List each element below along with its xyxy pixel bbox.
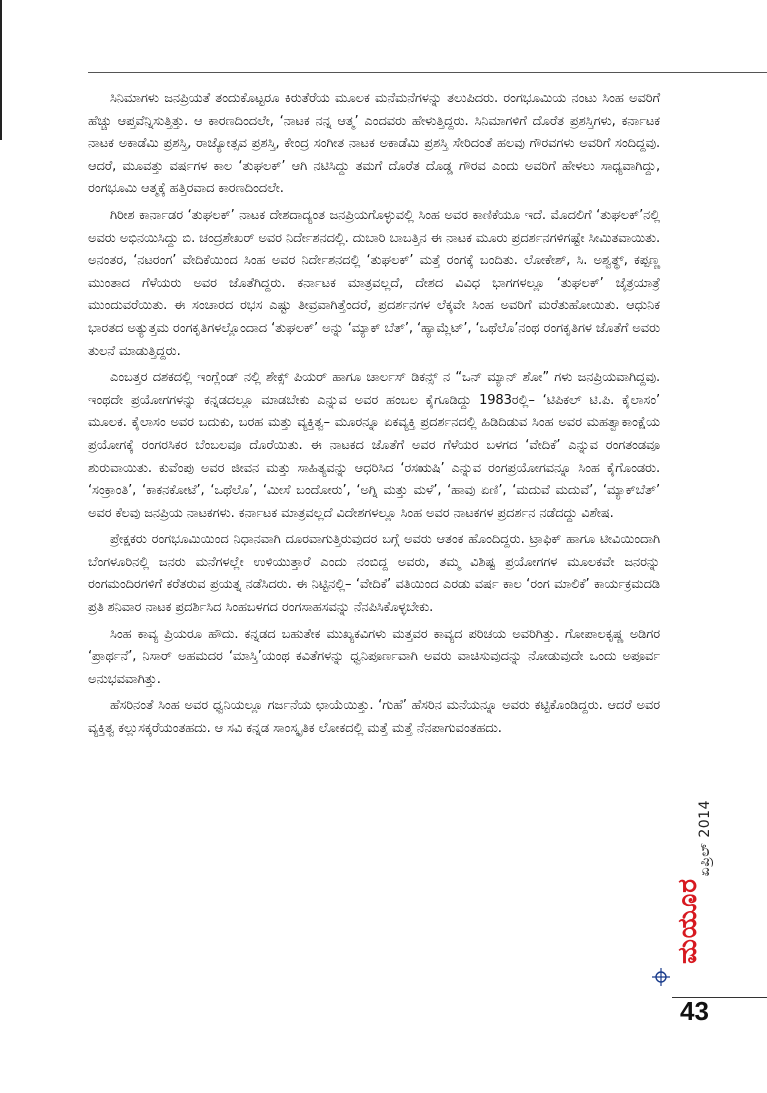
paragraph: ಹೆಸರಿನಂತೆ ಸಿಂಹ ಅವರ ಧ್ವನಿಯಲ್ಲೂ ಗರ್ಜನೆಯ ಛಾಯೆಯಿತ್ತು. ‘ಗುಹೆ’ ಹೆಸರಿನ ಮನೆಯನ್ನೂ ಅವರು ಕಟ್ಟಿಕೊಂಡಿದ್ದರು. ಆದರೆ ಅವರ ವ್ಯಕ್ತಿತ್ವ ಕಲ್ಲುಸಕ್ಕರೆಯಂತಹದು. ಆ ಸವಿ ಕನ್ನಡ ಸಾಂಸ್ಕೃತಿಕ ಲೋಕದಲ್ಲಿ ಮತ್ತೆ ಮತ್ತೆ ನೆನಪಾಗುವಂತಹದು. (88, 698, 660, 737)
paragraph: ಪ್ರೇಕ್ಷಕರು ರಂಗಭೂಮಿಯಿಂದ ನಿಧಾನವಾಗಿ ದೂರವಾಗುತ್ತಿರುವುದರ ಬಗ್ಗೆ ಅವರು ಆತಂಕ ಹೊಂದಿದ್ದರು. ಟ್ರಾಫಿಕ್ ಹಾಗೂ ಟೀವಿಯಿಂದಾಗಿ ಬೆಂಗಳೂರಿನಲ್ಲಿ ಜನರು ಮನೆಗಳಲ್ಲೇ ಉಳಿಯುತ್ತಾರೆ ಎಂದು ನಂಬಿದ್ದ ಅವರು, ತಮ್ಮ ವಿಶಿಷ್ಟ ಪ್ರಯೋಗಗಳ ಮೂಲಕವೇ ಜನರನ್ನು ರಂಗಮಂದಿರಗಳಿಗೆ ಕರೆತರುವ ಪ್ರಯತ್ನ ನಡೆಸಿದರು. ಈ ನಿಟ್ಟಿನಲ್ಲಿ– ‘ವೇದಿಕೆ’ ವತಿಯಿಂದ ಎರಡು ವರ್ಷ ಕಾಲ ‘ರಂಗ ಮಾಲಿಕೆ’ ಕಾರ್ಯಕ್ರಮದಡಿ ಪ್ರತಿ ಶನಿವಾರ ನಾಟಕ ಪ್ರದರ್ಶಿಸಿದ ಸಿಂಹಬಳಗದ ರಂಗಸಾಹಸವನ್ನು ನೆನಪಿಸಿಕೊಳ್ಳಬೇಕು. (88, 532, 660, 616)
header-rule (88, 72, 767, 73)
paragraph: ಸಿನಿಮಾಗಳು ಜನಪ್ರಿಯತೆ ತಂದುಕೊಟ್ಟರೂ ಕಿರುತೆರೆಯ ಮೂಲಕ ಮನೆಮನೆಗಳನ್ನು ತಲುಪಿದರು. ರಂಗಭೂಮಿಯ ನಂಟು ಸಿಂಹ ಅವರಿಗೆ ಹೆಚ್ಚು ಆಪ್ತವೆನ್ನಿಸುತ್ತಿತ್ತು. ಆ ಕಾರಣದಿಂದಲೇ, ‘ನಾಟಕ ನನ್ನ ಆತ್ಮ’ ಎಂದವರು ಹೇಳುತ್ತಿದ್ದರು. ಸಿನಿಮಾಗಳಿಗೆ ದೊರೆತ ಪ್ರಶಸ್ತಿಗಳು, ಕರ್ನಾಟಕ ನಾಟಕ ಅಕಾಡೆಮಿ ಪ್ರಶಸ್ತಿ, ರಾಜ್ಯೋತ್ಸವ ಪ್ರಶಸ್ತಿ, ಕೇಂದ್ರ ಸಂಗೀತ ನಾಟಕ ಅಕಾಡೆಮಿ ಪ್ರಶಸ್ತಿ ಸೇರಿದಂತೆ ಹಲವು ಗೌರವಗಳು ಅವರಿಗೆ ಸಂದಿದ್ದವು. ಆದರೆ, ಮೂವತ್ತು ವರ್ಷಗಳ ಕಾಲ ‘ತುಘಲಕ್’ ಆಗಿ ನಟಿಸಿದ್ದು ತಮಗೆ ದೊರೆತ ದೊಡ್ಡ ಗೌರವ ಎಂದು ಅವರಿಗೆ ಹೇಳಲು ಸಾಧ್ಯವಾಗಿದ್ದು, ರಂಗಭೂಮಿ ಆತ್ಮಕ್ಕೆ ಹತ್ತಿರವಾದ ಕಾರಣದಿಂದಲೇ. (88, 91, 660, 197)
registration-mark-icon (652, 968, 670, 986)
paragraph: ಎಂಬತ್ತರ ದಶಕದಲ್ಲಿ ಇಂಗ್ಲೆಂಡ್ ನಲ್ಲಿ ಶೇಕ್ಸ್ ಪಿಯರ್ ಹಾಗೂ ಚಾರ್ಲಸ್ ಡಿಕನ್ಸ್ ನ “ಒನ್ ಮ್ಯಾನ್ ಶೋ” ಗಳು ಜನಪ್ರಿಯವಾಗಿದ್ದವು. ಇಂಥದೇ ಪ್ರಯೋಗಗಳನ್ನು ಕನ್ನಡದಲ್ಲೂ ಮಾಡಬೇಕು ಎನ್ನುವ ಅವರ ಹಂಬಲ ಕೈಗೂಡಿದ್ದು 1983ರಲ್ಲಿ– ‘ಟಿಪಿಕಲ್ ಟಿ.ಪಿ. ಕೈಲಾಸಂ’ ಮೂಲಕ. ಕೈಲಾಸಂ ಅವರ ಬದುಕು, ಬರಹ ಮತ್ತು ವ್ಯಕ್ತಿತ್ವ– ಮೂರನ್ನೂ ಏಕವ್ಯಕ್ತಿ ಪ್ರದರ್ಶನದಲ್ಲಿ ಹಿಡಿದಿಡುವ ಸಿಂಹ ಅವರ ಮಹತ್ವಾಕಾಂಕ್ಷೆಯ ಪ್ರಯೋಗಕ್ಕೆ ರಂಗರಸಿಕರ ಬೆಂಬಲವೂ ದೊರೆಯಿತು. ಈ ನಾಟಕದ ಜೊತೆಗೆ ಅವರ ಗೆಳೆಯರ ಬಳಗದ ‘ವೇದಿಕೆ’ ಎನ್ನುವ ರಂಗತಂಡವೂ ಶುರುವಾಯಿತು. ಕುವೆಂಪು ಅವರ ಜೀವನ ಮತ್ತು ಸಾಹಿತ್ಯವನ್ನು ಆಧರಿಸಿದ ‘ರಸಋಷಿ’ ಎನ್ನುವ ರಂಗಪ್ರಯೋಗವನ್ನೂ ಸಿಂಹ ಕೈಗೊಂಡರು. ‘ಸಂಕ್ರಾಂತಿ’, ‘ಕಾಕನಕೋಟೆ’, ‘ಒಥೆಲೊ’, ‘ಮೀಸೆ ಬಂದೋರು’, ‘ಅಗ್ನಿ ಮತ್ತು ಮಳೆ’, ‘ಹಾವು ಏಣಿ’, ‘ಮದುವೆ ಮದುವೆ’, ‘ಮ್ಯಾಕ್‌ಬೆತ್’ ಅವರ ಕೆಲವು ಜನಪ್ರಿಯ ನಾಟಕಗಳು. ಕರ್ನಾಟಕ ಮಾತ್ರವಲ್ಲದೆ ವಿದೇಶಗಳಲ್ಲೂ ಸಿಂಹ ಅವರ ನಾಟಕಗಳ ಪ್ರದರ್ಶನ ನಡೆದದ್ದು ವಿಶೇಷ. (88, 370, 660, 521)
page-number: 43 (680, 996, 709, 1026)
issue-date: ಏಪ್ರಿಲ್ 2014 (697, 800, 713, 877)
crop-mark (0, 0, 2, 140)
paragraph: ಗಿರೀಶ ಕಾರ್ನಾಡರ ‘ತುಘಲಕ್’ ನಾಟಕ ದೇಶದಾದ್ಯಂತ ಜನಪ್ರಿಯಗೊಳ್ಳುವಲ್ಲಿ ಸಿಂಹ ಅವರ ಕಾಣಿಕೆಯೂ ಇದೆ. ಮೊದಲಿಗೆ ‘ತುಘಲಕ್’ನಲ್ಲಿ ಅವರು ಅಭಿನಯಿಸಿದ್ದು ಬಿ. ಚಂದ್ರಶೇಖರ್ ಅವರ ನಿರ್ದೇಶನದಲ್ಲಿ. ದುಬಾರಿ ಬಾಬತ್ತಿನ ಈ ನಾಟಕ ಮೂರು ಪ್ರದರ್ಶನಗಳಿಗಷ್ಟೇ ಸೀಮಿತವಾಯಿತು. ಅನಂತರ, ‘ನಟರಂಗ’ ವೇದಿಕೆಯಿಂದ ಸಿಂಹ ಅವರ ನಿರ್ದೇಶನದಲ್ಲಿ ‘ತುಘಲಕ್’ ಮತ್ತೆ ರಂಗಕ್ಕೆ ಬಂದಿತು. ಲೋಕೇಶ್, ಸಿ. ಅಶ್ವತ್ಥ್, ಕಪ್ಪಣ್ಣ ಮುಂತಾದ ಗೆಳೆಯರು ಅವರ ಜೊತೆಗಿದ್ದರು. ಕರ್ನಾಟಕ ಮಾತ್ರವಲ್ಲದೆ, ದೇಶದ ವಿವಿಧ ಭಾಗಗಳಲ್ಲೂ ‘ತುಘಲಕ್’ ಜೈತ್ರಯಾತ್ರೆ ಮುಂದುವರೆಯಿತು. ಈ ಸಂಚಾರದ ರಭಸ ಎಷ್ಟು ತೀವ್ರವಾಗಿತ್ತೆಂದರೆ, ಪ್ರದರ್ಶನಗಳ ಲೆಕ್ಕವೇ ಸಿಂಹ ಅವರಿಗೆ ಮರೆತುಹೋಯಿತು. ಆಧುನಿಕ ಭಾರತದ ಅತ್ಯುತ್ತಮ ರಂಗಕೃತಿಗಳಲ್ಲೊಂದಾದ ‘ತುಘಲಕ್’ ಅನ್ನು ‘ಮ್ಯಾಕ್ ಬೆತ್’, ‘ಹ್ಯಾಮ್ಲೆಟ್’, ‘ಒಥೆಲೊ’ನಂಥ ರಂಗಕೃತಿಗಳ ಜೊತೆಗೆ ಅವರು ತುಲನೆ ಮಾಡುತ್ತಿದ್ದರು. (88, 207, 660, 359)
article-body (88, 88, 660, 745)
paragraph: ಸಿಂಹ ಕಾವ್ಯ ಪ್ರಿಯರೂ ಹೌದು. ಕನ್ನಡದ ಬಹುತೇಕ ಮುಖ್ಯಕವಿಗಳು ಮತ್ತವರ ಕಾವ್ಯದ ಪರಿಚಯ ಅವರಿಗಿತ್ತು. ಗೋಪಾಲಕೃಷ್ಣ ಅಡಿಗರ ‘ಪ್ರಾರ್ಥನೆ’, ನಿಸಾರ್ ಅಹಮದರ ‘ಮಾಸ್ತಿ’ಯಂಥ ಕವಿತೆಗಳನ್ನು ಧ್ವನಿಪೂರ್ಣವಾಗಿ ಅವರು ವಾಚಿಸುವುದನ್ನು ನೋಡುವುದೇ ಒಂದು ಅಪೂರ್ವ ಅನುಭವವಾಗಿತ್ತು. (88, 626, 660, 687)
magazine-logo: ಮಯೂರ (673, 878, 703, 964)
